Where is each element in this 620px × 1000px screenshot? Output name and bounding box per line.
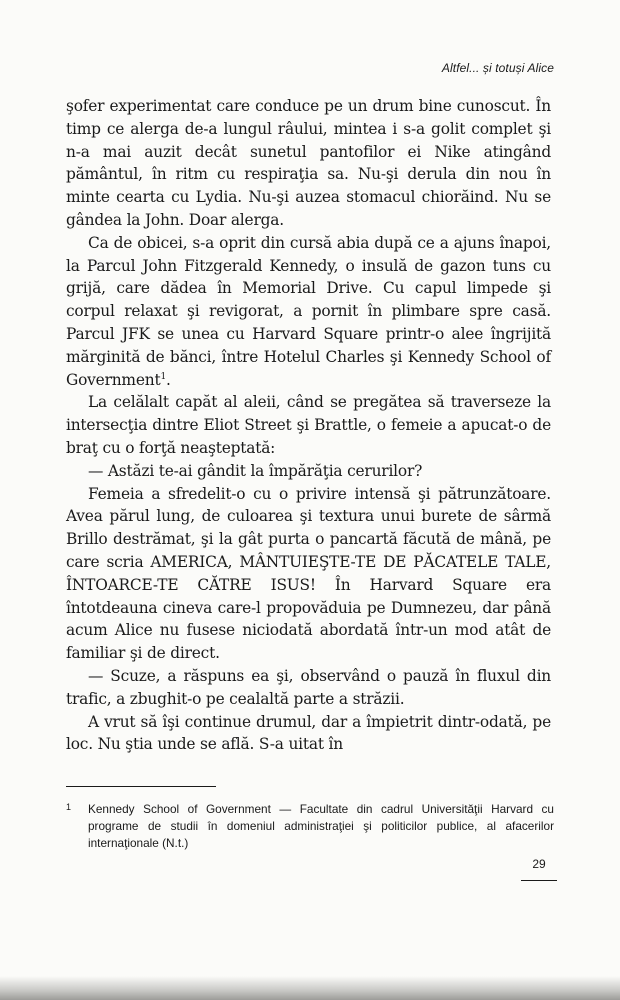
footnote-number: 1 [66, 802, 72, 812]
paragraph: — Scuze, a răspuns ea şi, observând o pauză în fluxul din trafic, a zbughit-o pe cealaltă parte a străzii. [66, 666, 551, 708]
paragraph: A vrut să îşi continue drumul, dar a împietrit dintr-odată, pe loc. Nu ştia unde se află. S-a uitat în [66, 712, 551, 754]
paragraph [66, 232, 551, 392]
page-number: 29 [532, 857, 546, 871]
page-number-rule [521, 880, 557, 881]
footnote-reference[interactable]: 1 [160, 371, 166, 382]
body-text [66, 95, 551, 756]
paragraph: Femeia a sfredelit-o cu o privire intensă şi pătrunzătoare. Avea părul lung, de culoarea şi textura unui burete de sârmă Brillo destrămat, şi la gât purta o pancartă făcută de mână, pe care scria AMERICA, MÂNTUIEŞTE-TE DE PĂCATELE TALE, ÎNTOARCE-TE CĂTRE ISUS! În Harvard Square era întotdeauna cineva care-l propovăduia pe Dumnezeu, dar până acum Alice nu fusese niciodată abordată într-un mod atât de familiar şi de direct. [66, 484, 551, 663]
footnote [66, 801, 554, 852]
sentence-end: . [165, 370, 171, 389]
paragraph: şofer experimentat care conduce pe un drum bine cunoscut. În timp ce alerga de-a lungul râului, mintea i s-a golit complet şi n-a mai auzit decât sunetul pantofilor ei Nike atingând pământul, în ritm cu respiraţia sa. Nu-şi derula din nou în minte cearta cu Lydia. Nu-şi auzea stomacul chiorăind. Nu se gândea la John. Doar alerga. [66, 97, 551, 229]
footnote-divider [66, 786, 216, 787]
paragraph-text: Ca de obicei, s-a oprit din cursă abia după ce a ajuns înapoi, la Parcul John Fitzgerald Kennedy, o insulă de gazon tuns cu grijă, care dădea în Memorial Drive. Cu capul limpede şi corpul relaxat şi revigorat, a pornit în plimbare spre casă. Parcul JFK se unea cu Harvard Square printr-o alee îngrijită mărginită de bănci, între Hotelul Charles şi Kennedy School of Government [66, 233, 551, 389]
footnote-text: Kennedy School of Government — Facultate din cadrul Universităţii Harvard cu programe de studii în domeniul administraţiei şi politicilor publice, al afacerilor internaţionale (N.t.) [88, 802, 554, 850]
paragraph: — Astăzi te-ai gândit la împărăţia cerurilor? [88, 461, 423, 480]
running-header: Altfel... și totuși Alice [441, 61, 554, 75]
page-edge-shadow [0, 976, 620, 1000]
paragraph: La celălalt capăt al aleii, când se pregătea să traverseze la intersecţia dintre Eliot Street şi Brattle, o femeie a apucat-o de braţ cu o forţă neaşteptată: [66, 393, 551, 457]
